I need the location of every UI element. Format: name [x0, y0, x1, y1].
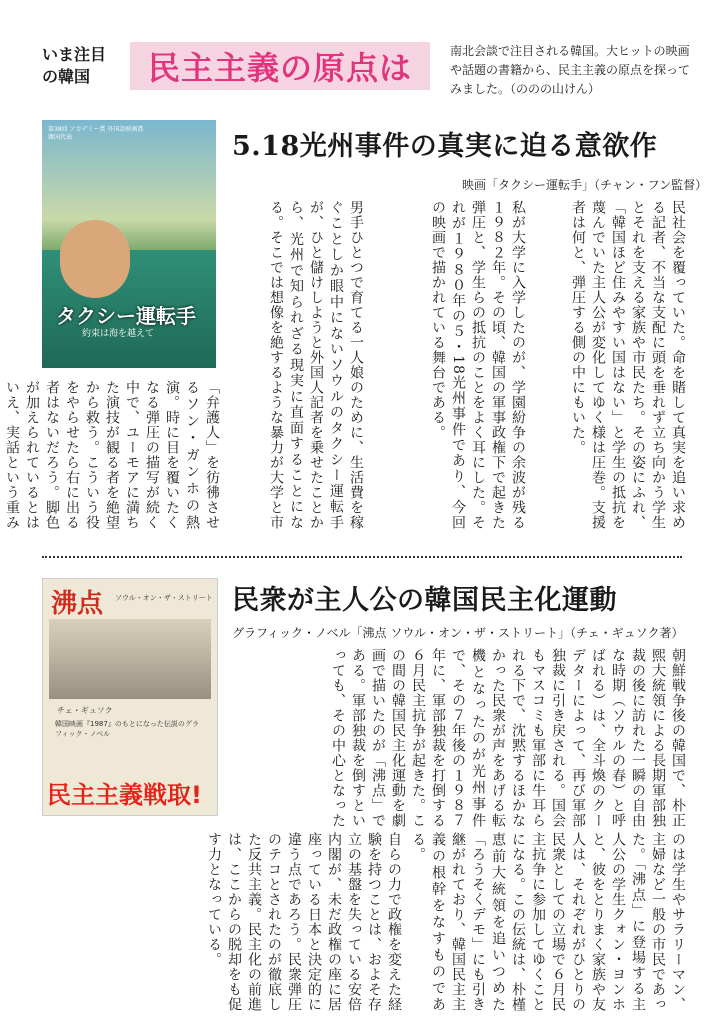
article2-source: グラフィック・ノベル「沸点 ソウル・オン・ザ・ストリート」（チェ・ギュソク著）	[232, 626, 684, 640]
book-subtitle: ソウル・オン・ザ・ストリート	[115, 594, 213, 602]
book-cover	[42, 578, 218, 816]
book-illustration	[49, 619, 211, 699]
poster-top-text: 第38回 アカデミー賞 外国語映画賞 韓国代表	[48, 126, 144, 141]
movie-poster	[42, 120, 216, 368]
article1-col-c: 男手ひとつで育てる一人娘のために、生活費を稼ぐことしか眼中にないソウルのタクシー運転手が、ひと儲けしようと外国人記者を乗せたことから、光州で知られざる現実に直面することになる。そこでは想像を絶するような暴力が大学と市	[268, 200, 364, 530]
article2-col-a: 朝鮮戦争後の韓国で、朴正煕大統領による長期軍部独裁の後に訪れた一瞬の自由な時期（ソウルの春）と呼ばれる）は、全斗煥のクーデターによって、再び軍部独裁に引き戻される。国会もマスコミも軍部に牛耳られる下で、沈黙するほかなかった民衆が声をあげる転機となったのが光州事件で、その７年後の１９８７年に、軍部独裁を打倒する６月民主抗争が起きた。この間の韓国民主化運動を劇画で描いたのが「沸点」である。軍部独裁を倒すといっても、その中心となった	[330, 648, 686, 828]
poster-face	[60, 220, 130, 298]
article2-col-c: 自らの力で政権を変えた経験を持つことは、およそ存立の基盤を失っている安倍内閣が、未だ政権の座に居座っている日本と決定的に違う点であろう。民衆弾圧のテコとされたのが徹底した反共主義。民主化の前進は、ここからの脱却をも促す力となっている。	[206, 832, 402, 1012]
book-title: 沸点	[51, 589, 104, 619]
book-author: チェ・ギュソク	[57, 706, 113, 715]
section-tag: いま注目の韓国	[42, 45, 107, 86]
article1-col-b: 私が大学に入学したのが、学園紛争の余波が残る１９８２年。その頃、韓国の軍事政権下で起きた弾圧と、学生らの抵抗のことをよく耳にした。それが１９８０年の５・18光州事件であり、今回の映画で描かれている舞台である。	[430, 200, 526, 530]
page-title-box	[130, 42, 430, 90]
article1-col-a: 民社会を覆っていた。命を賭して真実を追い求める記者、不当な支配に頭を垂れず立ち向かう学生とそれを支える家族や市民たち。その姿にふれ、「韓国ほど住みやすい国はない」と学生の抵抗を蔑んでいた主人公が変化してゆく様は圧巻。支援者は何と、弾圧する側の中にもいた。	[570, 200, 686, 530]
section-divider	[42, 556, 682, 558]
poster-title: タクシー運転手	[56, 304, 196, 328]
article2-col-b: のは学生やサラリーマン、主婦など一般の市民であった。「沸点」に登場する主人公の学生クォン・ヨンホと、彼をとりまく家族や友人は、それぞれがひとりの民衆としての立場で６月民主抗争に参加してゆくことになる。この伝統は、朴槿恵前大統領を追いつめた「ろうそくデモ」にも引き継がれており、韓国民主主義の根幹をなすものである。	[410, 832, 686, 1012]
book-banner: 民主主義戦取!	[47, 781, 202, 809]
book-quote: 韓国映画『1987』のもとになった伝説のグラフィック・ノベル	[55, 720, 199, 738]
article2-headline: 民衆が主人公の韓国民主化運動	[232, 585, 617, 616]
article1-col-d: 「弁護人」を彷彿させるソン・ガンホの熱演。時に目を覆いたくなる弾圧の描写が続く中で、ユーモアに満ちた演技が観る者を絶望から救う。こういう役をやらせたら右に出る者はないだろう。脚色が加えられているとはいえ、実話という重み	[4, 380, 220, 530]
poster-subtitle: 約束は海を越えて	[82, 329, 155, 339]
article1-headline: 5.18光州事件の真実に迫る意欲作	[232, 131, 658, 162]
article1-source: 映画「タクシー運転手」（チャン・フン監督）	[462, 178, 708, 192]
page-title: 民主主義の原点は	[147, 49, 412, 87]
intro-text: 南北会談で注目される韓国。大ヒットの映画や話題の書籍から、民主主義の原点を探ってみました。（ののの山けん）	[450, 44, 691, 96]
